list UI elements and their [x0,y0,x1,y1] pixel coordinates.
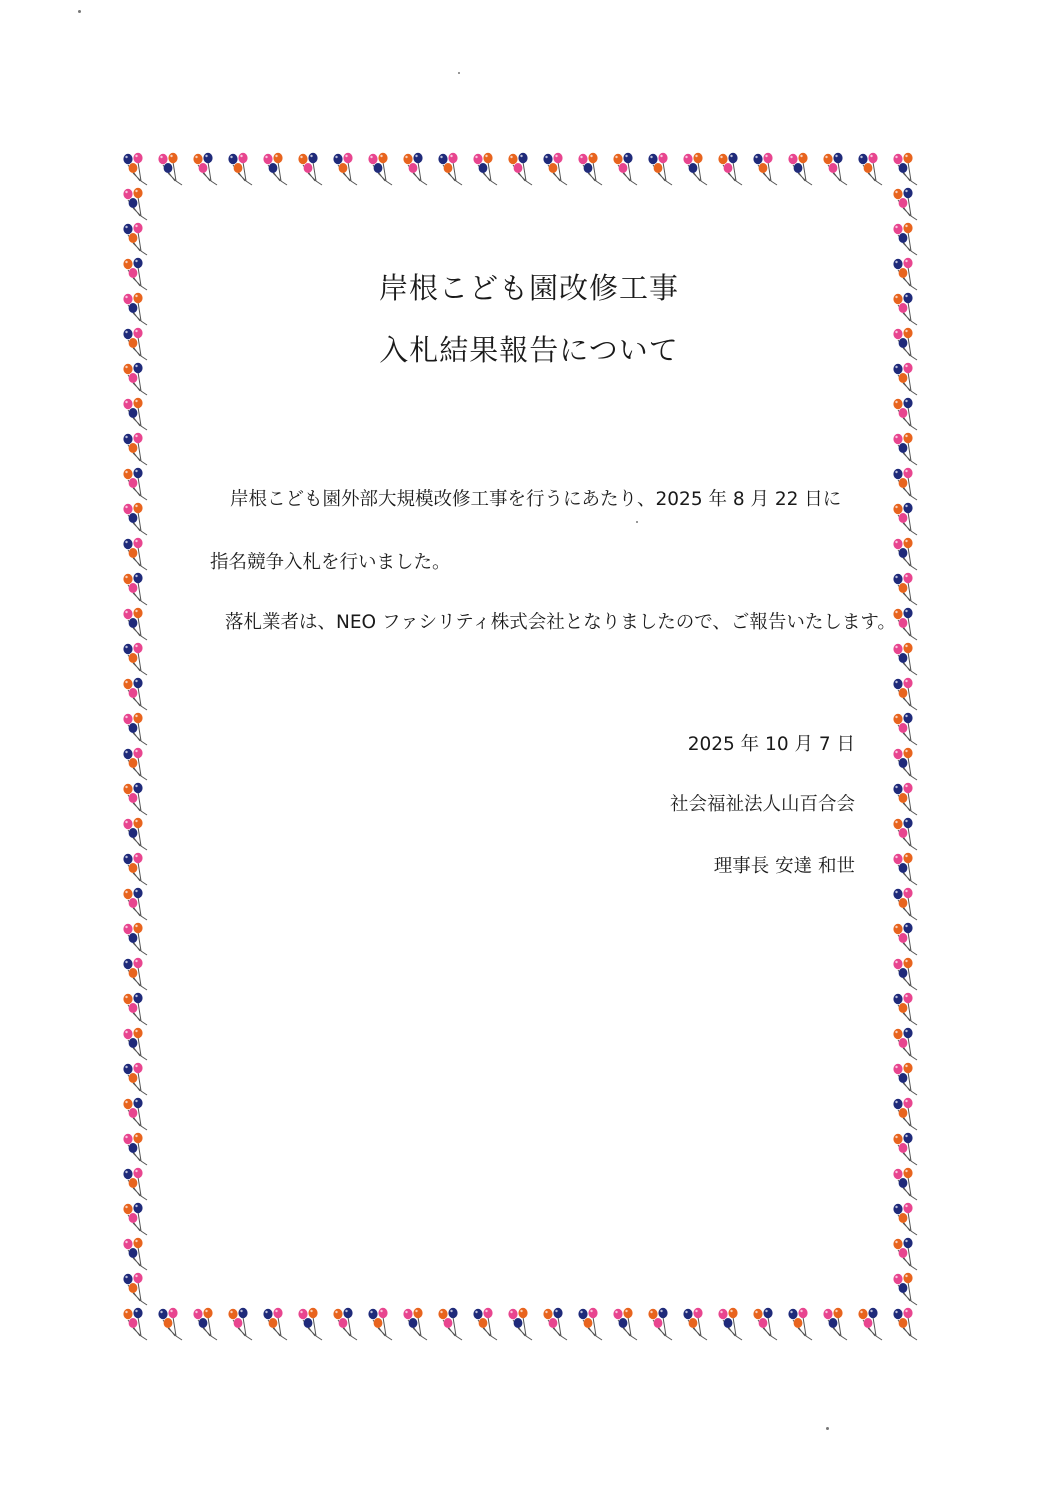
balloon-icon [123,1308,147,1340]
balloon-icon [893,608,917,640]
body-paragraph-2: 落札業者は、NEO ファシリティ株式会社となりましたので、ご報告いたします。 [225,612,896,633]
balloon-icon [403,1308,427,1340]
balloon-icon [543,153,567,185]
balloon-icon [123,398,147,430]
document-title-line-1: 岸根こども園改修工事 [378,271,679,305]
balloon-icon [788,1308,812,1340]
balloon-icon [893,958,917,990]
balloon-icon [893,818,917,850]
balloon-icon [893,713,917,745]
balloon-icon [893,538,917,570]
balloon-icon [508,153,532,185]
balloon-icon [893,468,917,500]
balloon-icon [123,1133,147,1165]
balloon-icon [123,503,147,535]
signature-organization: 社会福祉法人山百合会 [669,794,855,815]
balloon-icon [123,888,147,920]
body-paragraph-1-line-2: 指名競争入札を行いました。 [210,552,451,573]
balloon-icon [228,153,252,185]
balloon-icon [753,1308,777,1340]
balloon-icon [893,748,917,780]
balloon-icon [123,1098,147,1130]
balloon-icon [893,573,917,605]
balloon-icon [788,153,812,185]
balloon-icon [578,153,602,185]
balloon-icon [683,153,707,185]
scan-speck [826,1427,829,1430]
balloon-icon [893,188,917,220]
balloon-icon [123,223,147,255]
balloon-icon [893,503,917,535]
balloon-icon [473,1308,497,1340]
balloon-icon [263,1308,287,1340]
balloon-icon [578,1308,602,1340]
balloon-icon [403,153,427,185]
balloon-icon [123,573,147,605]
balloon-icon [893,223,917,255]
balloon-icon [858,1308,882,1340]
balloon-icon [333,153,357,185]
balloon-icon [893,1308,917,1340]
balloon-icon [893,783,917,815]
balloon-icon [753,153,777,185]
balloon-icon [123,853,147,885]
balloon-icon [893,433,917,465]
balloon-icon [893,853,917,885]
balloon-icon [228,1308,252,1340]
balloon-icon [613,1308,637,1340]
balloon-icon [718,153,742,185]
balloon-icon [648,1308,672,1340]
balloon-icon [123,1238,147,1270]
balloon-icon [123,713,147,745]
scan-speck [636,521,638,523]
balloon-icon [193,153,217,185]
balloon-icon [123,783,147,815]
balloon-icon [123,608,147,640]
balloon-icon [123,1028,147,1060]
body-paragraph-1-line-1: 岸根こども園外部大規模改修工事を行うにあたり、2025 年 8 月 22 日に [230,489,842,510]
balloon-icon [893,398,917,430]
balloon-icon [543,1308,567,1340]
balloon-icon [893,678,917,710]
balloon-icon [123,923,147,955]
balloon-icon [123,1168,147,1200]
balloon-icon [893,1238,917,1270]
balloon-icon [893,1133,917,1165]
balloon-icon [438,153,462,185]
signature-representative: 理事長 安達 和世 [713,856,855,877]
scan-speck [458,72,460,74]
balloon-icon [613,153,637,185]
balloon-icon [158,1308,182,1340]
balloon-icon [648,153,672,185]
balloon-icon [893,993,917,1025]
balloon-icon [123,538,147,570]
balloon-icon [123,643,147,675]
signature-date: 2025 年 10 月 7 日 [687,734,855,755]
balloon-icon [893,153,917,185]
balloon-icon [718,1308,742,1340]
balloon-icon [263,153,287,185]
balloon-icon [368,1308,392,1340]
balloon-icon [298,1308,322,1340]
balloon-icon [438,1308,462,1340]
balloon-icon [298,153,322,185]
document-title-line-2: 入札結果報告について [379,333,679,367]
balloon-icon [823,1308,847,1340]
balloon-icon [893,923,917,955]
balloon-icon [893,888,917,920]
scan-speck [78,10,81,13]
balloon-icon [683,1308,707,1340]
balloon-icon [858,153,882,185]
balloon-icon [823,153,847,185]
balloon-icon [893,1168,917,1200]
balloon-icon [508,1308,532,1340]
balloon-icon [893,1028,917,1060]
balloon-icon [123,958,147,990]
balloon-icon [893,1063,917,1095]
balloon-icon [123,818,147,850]
balloon-icon [123,1273,147,1305]
balloon-icon [123,678,147,710]
balloon-icon [893,643,917,675]
balloon-icon [893,1203,917,1235]
balloon-icon [473,153,497,185]
balloon-icon [123,433,147,465]
balloon-icon [368,153,392,185]
balloon-icon [123,1063,147,1095]
balloon-icon [893,1273,917,1305]
balloon-icon [193,1308,217,1340]
balloon-icon [123,153,147,185]
balloon-icon [333,1308,357,1340]
balloon-icon [123,993,147,1025]
balloon-icon [123,468,147,500]
balloon-icon [123,1203,147,1235]
balloon-icon [158,153,182,185]
balloon-icon [123,188,147,220]
balloon-icon [893,1098,917,1130]
balloon-icon [123,748,147,780]
